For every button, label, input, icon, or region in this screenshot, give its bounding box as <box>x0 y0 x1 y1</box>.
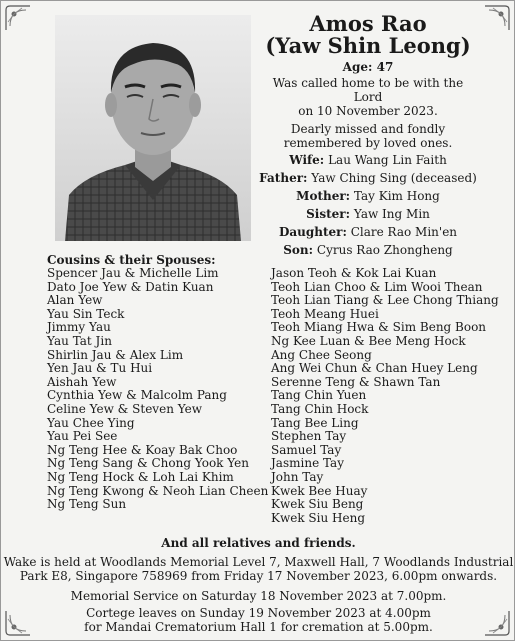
list-item: Teoh Lian Choo & Lim Wooi Thean <box>271 279 483 294</box>
list-item: Kwek Bee Huay <box>271 483 368 498</box>
list-item: Yau Pei See <box>47 429 118 444</box>
list-item: Ng Teng Kwong & Neoh Lian Cheen <box>47 483 269 498</box>
list-item: Yau Tat Jin <box>47 333 112 348</box>
portrait-photo <box>55 15 251 241</box>
list-item: Samuel Tay <box>271 442 342 457</box>
list-item: Jason Teoh & Kok Lai Kuan <box>271 266 437 280</box>
missed-line1: Dearly missed and fondly <box>290 122 446 136</box>
list-item: Kwek Siu Heng <box>271 510 366 525</box>
list-item: Aishah Yew <box>47 374 117 389</box>
list-item: Ang Wei Chun & Chan Huey Leng <box>271 361 478 376</box>
list-item: Teoh Miang Hwa & Sim Beng Boon <box>271 320 487 335</box>
cousins-right-column <box>271 267 511 525</box>
list-item: Alan Yew <box>47 293 103 308</box>
list-item: Yen Jau & Tu Hui <box>47 361 153 376</box>
deceased-name: Amos Rao <box>309 11 427 36</box>
list-item: Tang Chin Yuen <box>271 388 367 403</box>
cousins-left-column <box>47 267 267 512</box>
list-item: Ng Teng Hock & Loh Lai Khim <box>47 469 234 484</box>
list-item: Teoh Meang Huei <box>271 306 379 321</box>
list-item: Ng Teng Sang & Chong Yook Yen <box>47 456 249 471</box>
wake-details: Wake is held at Woodlands Memorial Level 7, Maxwell Hall, 7 Woodlands Industrial Park E8, Singapore 758969 from Friday 17 November 2023, 6.00pm onwards. <box>3 555 514 583</box>
list-item: Shirlin Jau & Alex Lim <box>47 347 184 362</box>
obituary-header <box>259 13 477 258</box>
list-item: Dato Joe Yew & Datin Kuan <box>47 279 214 294</box>
list-item: John Tay <box>271 469 324 484</box>
relation-son: Son: Cyrus Rao Zhongheng <box>283 243 453 257</box>
relation-wife: Wife: Lau Wang Lin Faith <box>289 153 447 167</box>
list-item: Cynthia Yew & Malcolm Pang <box>47 388 227 403</box>
list-item: Spencer Jau & Michelle Lim <box>47 266 219 280</box>
list-item: Jasmine Tay <box>271 456 344 471</box>
list-item: Celine Yew & Steven Yew <box>47 401 202 416</box>
relation-sister: Sister: Yaw Ing Min <box>306 207 430 221</box>
list-item: Ng Teng Sun <box>47 497 127 512</box>
list-item: Ng Kee Luan & Bee Meng Hock <box>271 333 466 348</box>
relatives-line: And all relatives and friends. <box>161 536 356 550</box>
relation-father: Father: Yaw Ching Sing (deceased) <box>259 171 477 185</box>
relation-mother: Mother: Tay Kim Hong <box>296 189 440 203</box>
list-item: Serenne Teng & Shawn Tan <box>271 374 441 389</box>
list-item: Stephen Tay <box>271 429 347 444</box>
called-home-line1: Was called home to be with the Lord <box>272 76 464 104</box>
list-item: Teoh Lian Tiang & Lee Chong Thiang <box>271 293 499 308</box>
corner-ornament-icon <box>483 4 511 32</box>
list-item: Ng Teng Hee & Koay Bak Choo <box>47 442 238 457</box>
corner-ornament-icon <box>4 4 32 32</box>
list-item: Yau Sin Teck <box>47 306 125 321</box>
cousins-title: Cousins & their Spouses: <box>47 253 216 267</box>
memorial-service: Memorial Service on Saturday 18 November 2023 at 7.00pm. <box>70 589 447 603</box>
list-item: Tang Chin Hock <box>271 401 369 416</box>
called-home-line2: on 10 November 2023. <box>298 104 438 118</box>
list-item: Jimmy Yau <box>47 320 111 335</box>
list-item: Yau Chee Ying <box>47 415 135 430</box>
list-item: Kwek Siu Beng <box>271 497 364 512</box>
list-item: Tang Bee Ling <box>271 415 359 430</box>
cortege-details: Cortege leaves on Sunday 19 November 2023 at 4.00pm for Mandai Crematorium Hall 1 for cremation at 5.00pm. <box>84 606 433 634</box>
deceased-alias: (Yaw Shin Leong) <box>265 33 471 58</box>
deceased-age: Age: 47 <box>342 60 394 74</box>
list-item: Ang Chee Seong <box>271 347 372 362</box>
missed-line2: remembered by loved ones. <box>283 136 453 150</box>
relation-daughter: Daughter: Clare Rao Min'en <box>278 225 458 239</box>
